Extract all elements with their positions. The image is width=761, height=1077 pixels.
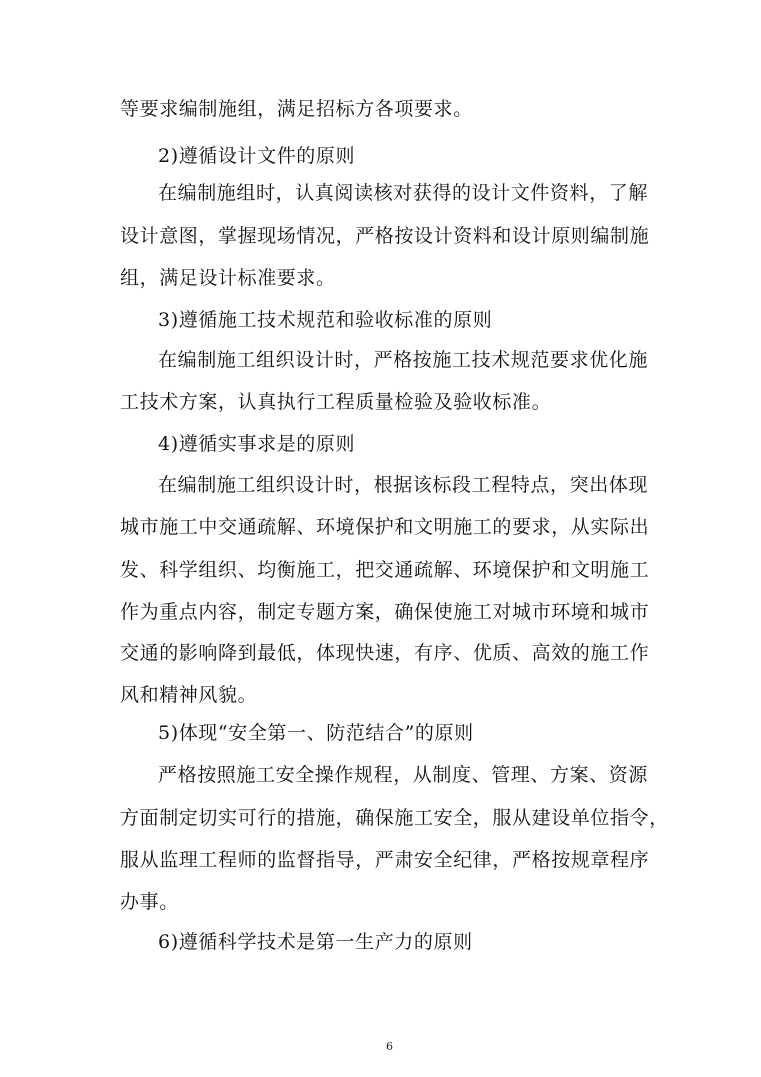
- body-text-line: 发、科学组织、均衡施工，把交通疏解、环境保护和文明施工: [120, 559, 650, 581]
- body-text-line: 组，满足设计标准要求。: [120, 267, 336, 289]
- body-text-line: 城市施工中交通疏解、环境保护和文明施工的要求，从实际出: [120, 516, 650, 538]
- section-heading: 3)遵循施工技术规范和验收标准的原则: [158, 309, 493, 331]
- body-text-line: 交通的影响降到最低，体现快速，有序、优质、高效的施工作: [120, 642, 650, 664]
- body-text-line: 工技术方案，认真执行工程质量检验及验收标准。: [120, 391, 552, 413]
- body-text-line: 在编制施工组织设计时，根据该标段工程特点，突出体现: [158, 474, 649, 496]
- body-text-line: 服从监理工程师的监督指导，严肃安全纪律，严格按规章程序: [120, 849, 650, 871]
- body-text-line: 设计意图，掌握现场情况，严格按设计资料和设计原则编制施: [120, 225, 650, 247]
- body-text-line: 在编制施工组织设计时，严格按施工技术规范要求优化施: [158, 349, 649, 371]
- section-heading: 4)遵循实事求是的原则: [158, 433, 356, 455]
- body-text-line: 等要求编制施组，满足招标方各项要求。: [120, 98, 473, 120]
- body-text-line: 风和精神风貌。: [120, 684, 258, 706]
- section-heading: 6)遵循科学技术是第一生产力的原则: [158, 931, 473, 953]
- body-text-line: 办事。: [120, 891, 179, 913]
- page-number: 6: [386, 1040, 393, 1053]
- body-text-line: 在编制施组时，认真阅读核对获得的设计文件资料，了解: [158, 182, 649, 204]
- section-heading: 5)体现“安全第一、防范结合”的原则: [158, 722, 474, 744]
- body-text-line: 严格按照施工安全操作规程，从制度、管理、方案、资源: [158, 764, 649, 786]
- body-text-line: 作为重点内容，制定专题方案，确保使施工对城市环境和城市: [120, 601, 650, 623]
- body-text-line: 方面制定切实可行的措施，确保施工安全，服从建设单位指令，: [120, 807, 669, 829]
- section-heading: 2)遵循设计文件的原则: [158, 145, 356, 167]
